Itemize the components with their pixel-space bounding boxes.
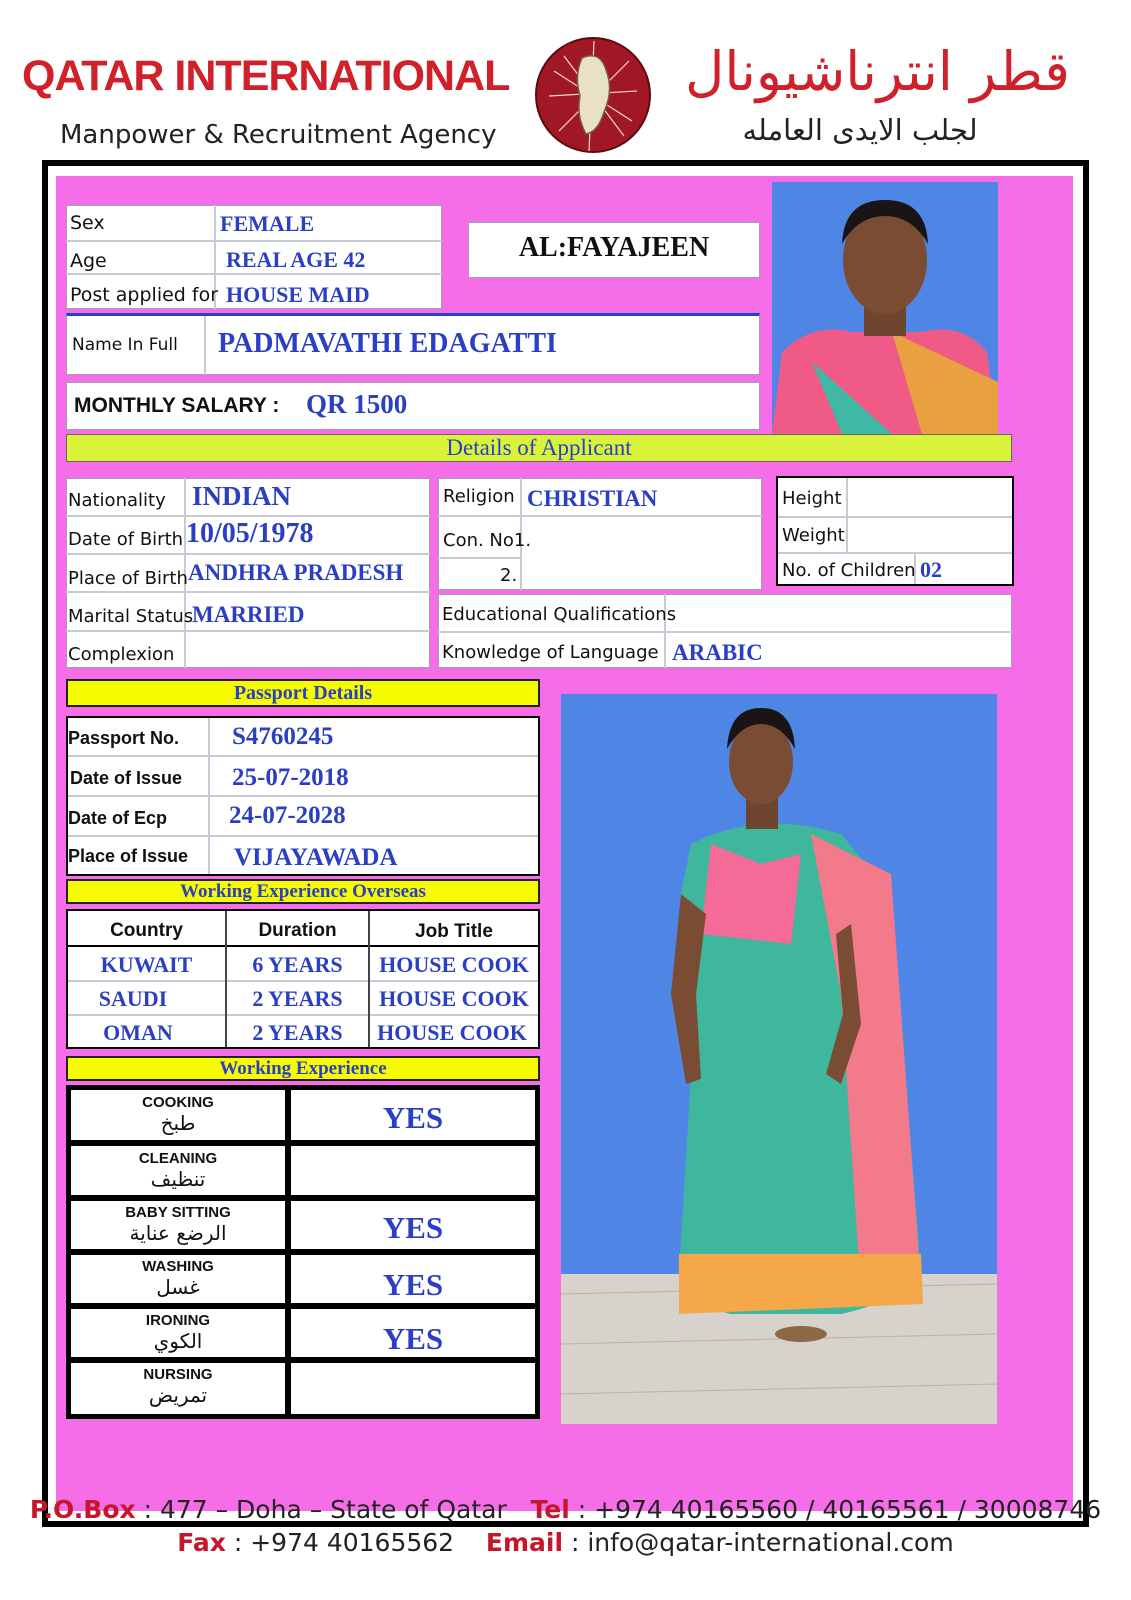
name-value: PADMAVATHI EDAGATTI — [218, 328, 557, 359]
company-subtitle: Manpower & Recruitment Agency — [60, 120, 497, 150]
post-label: Post applied for — [70, 284, 219, 306]
sex-label: Sex — [70, 212, 105, 234]
email-label: Email — [485, 1528, 564, 1557]
skill-label-arabic: الرضع عناية — [129, 1221, 227, 1245]
issue-date-value: 25-07-2018 — [232, 764, 349, 791]
table-cell: 2 YEARS — [252, 1020, 343, 1045]
passport-header: Passport Details — [66, 679, 540, 707]
skill-label: WASHING — [142, 1258, 214, 1275]
skill-row-cleaning — [70, 1145, 286, 1196]
divider — [68, 755, 538, 757]
footer-contact-line-1 — [0, 1495, 1131, 1524]
name-label: Name In Full — [72, 335, 178, 355]
pob-label: Place of Birth — [68, 568, 188, 589]
applicant-full-photo — [561, 694, 997, 1424]
expiry-date-value: 24-07-2028 — [229, 802, 346, 829]
globe-map-icon — [534, 36, 652, 154]
weight-label: Weight — [782, 525, 845, 546]
salary-value: QR 1500 — [306, 389, 408, 419]
table-cell: HOUSE COOK — [377, 1020, 527, 1045]
dob-value: 10/05/1978 — [186, 518, 314, 549]
issue-place-value: VIJAYAWADA — [234, 844, 398, 871]
issue-place-label: Place of Issue — [68, 846, 189, 866]
skill-label-arabic: غسل — [156, 1275, 200, 1299]
footer-contact-line-2 — [0, 1528, 1131, 1557]
children-value: 02 — [920, 557, 942, 582]
skill-row-washing — [70, 1254, 286, 1304]
children-label: No. of Children — [782, 560, 916, 581]
nationality-value: INDIAN — [192, 481, 292, 511]
table-cell: KUWAIT — [100, 952, 193, 977]
passport-no-value: S4760245 — [232, 723, 334, 750]
company-name: QATAR INTERNATIONAL — [22, 52, 510, 100]
divider — [66, 553, 430, 555]
table-cell: 6 YEARS — [252, 952, 343, 977]
skill-value: YES — [382, 1100, 444, 1135]
dob-label: Date of Birth — [68, 529, 184, 550]
divider — [438, 557, 522, 559]
skill-label-arabic: الكوي — [153, 1329, 203, 1353]
skill-label: BABY SITTING — [125, 1204, 231, 1221]
divider — [778, 552, 1012, 554]
divider — [778, 516, 1012, 518]
skill-label: NURSING — [143, 1366, 213, 1383]
skill-label: CLEANING — [138, 1150, 218, 1167]
divider — [68, 980, 538, 982]
language-value: ARABIC — [672, 640, 763, 665]
issue-date-label: Date of Issue — [70, 768, 183, 788]
divider — [66, 240, 442, 242]
table-cell: 2 YEARS — [252, 986, 343, 1011]
post-value: HOUSE MAID — [226, 282, 370, 307]
divider — [66, 273, 442, 275]
work-experience-header: Working Experience — [66, 1056, 540, 1081]
language-label: Knowledge of Language — [442, 642, 659, 663]
pobox-label: P.O.Box — [29, 1495, 136, 1524]
religion-value: CHRISTIAN — [527, 486, 658, 511]
company-subtitle-arabic: لجلب الايدى العامله — [742, 113, 978, 147]
divider — [438, 631, 1012, 633]
skill-value-cell — [290, 1145, 536, 1196]
pobox-value: : 477 – Doha – State of Qatar — [143, 1495, 507, 1524]
skill-value-cell — [290, 1089, 536, 1141]
skill-value: YES — [382, 1210, 444, 1245]
divider — [66, 591, 430, 593]
skill-value: YES — [382, 1267, 444, 1302]
divider — [66, 515, 430, 517]
pob-value: ANDHRA PRADESH — [188, 560, 404, 585]
column-header-duration: Duration — [258, 920, 337, 941]
overseas-header: Working Experience Overseas — [66, 879, 540, 904]
divider — [68, 1014, 538, 1016]
skill-value-cell — [290, 1254, 536, 1304]
skill-label: IRONING — [145, 1312, 211, 1329]
divider — [208, 718, 210, 874]
divider — [438, 515, 762, 517]
marital-label: Marital Status — [68, 606, 194, 627]
table-cell: HOUSE COOK — [379, 986, 529, 1011]
age-label: Age — [70, 250, 107, 272]
religion-label: Religion — [443, 486, 515, 507]
divider — [66, 630, 430, 632]
table-cell: OMAN — [103, 1020, 173, 1045]
expiry-date-label: Date of Ecp — [68, 808, 168, 828]
salary-label: MONTHLY SALARY : — [74, 394, 280, 417]
height-label: Height — [782, 488, 842, 509]
skill-value-cell — [290, 1200, 536, 1250]
fax-label: Fax — [177, 1528, 226, 1557]
tel-value: : +974 40165560 / 40165561 / 30008746 — [577, 1495, 1102, 1524]
contact1-label: Con. No1. — [443, 530, 532, 551]
skill-label-arabic: تمريض — [148, 1383, 208, 1407]
skill-row-ironing — [70, 1308, 286, 1358]
skill-value-cell — [290, 1308, 536, 1358]
divider — [204, 316, 206, 375]
education-label: Educational Qualifications — [442, 604, 677, 625]
email-value[interactable]: : info@qatar-international.com — [570, 1528, 954, 1557]
table-cell: HOUSE COOK — [379, 952, 529, 977]
company-name-arabic: قطر انترناشيونال — [685, 40, 1070, 103]
marital-value: MARRIED — [192, 602, 305, 627]
divider — [846, 478, 848, 552]
tel-label: Tel — [530, 1495, 570, 1524]
table-cell: SAUDI — [98, 986, 168, 1011]
fax-value: : +974 40165562 — [233, 1528, 455, 1557]
skill-row-cooking — [70, 1089, 286, 1141]
skill-label: COOKING — [142, 1094, 214, 1111]
skill-value-cell — [290, 1362, 536, 1415]
divider — [68, 945, 538, 947]
age-value: REAL AGE 42 — [226, 247, 366, 272]
skill-value: YES — [382, 1321, 444, 1356]
passport-no-label: Passport No. — [68, 728, 180, 748]
divider — [68, 795, 538, 797]
skill-row-baby-sitting — [70, 1200, 286, 1250]
column-header-country: Country — [110, 920, 183, 941]
sex-value: FEMALE — [220, 211, 315, 236]
skill-label-arabic: طبخ — [160, 1111, 196, 1135]
applicant-portrait-photo — [772, 182, 998, 434]
agency-code: AL:FAYAJEEN — [518, 232, 710, 263]
nationality-label: Nationality — [68, 490, 166, 511]
contact2-label: 2. — [500, 565, 518, 586]
details-header: Details of Applicant — [66, 434, 1012, 462]
column-header-job-title: Job Title — [415, 921, 493, 942]
skill-label-arabic: تنظيف — [150, 1167, 206, 1191]
skill-row-nursing — [70, 1362, 286, 1415]
complexion-label: Complexion — [68, 644, 175, 665]
divider — [68, 835, 538, 837]
